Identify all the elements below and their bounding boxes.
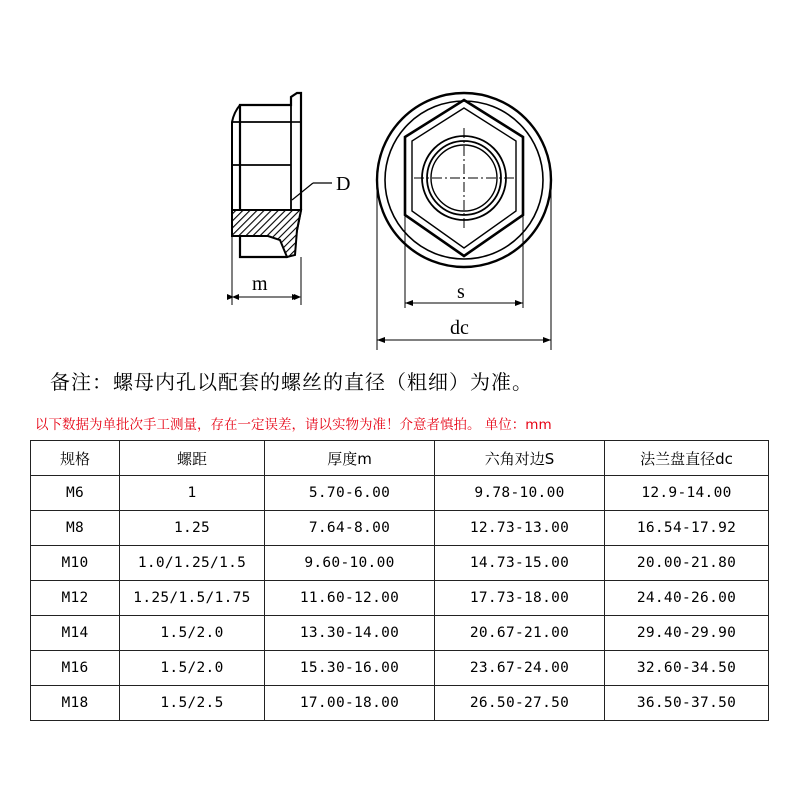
- cell-flange: 16.54-17.92: [605, 511, 769, 546]
- cell-flange: 32.60-34.50: [605, 651, 769, 686]
- cell-thickness: 9.60-10.00: [265, 546, 435, 581]
- table-row: [31, 616, 769, 651]
- label-d: D: [336, 173, 351, 195]
- cell-spec: M18: [31, 686, 120, 721]
- cell-spec: M10: [31, 546, 120, 581]
- cell-thickness: 11.60-12.00: [265, 581, 435, 616]
- cell-hex: 23.67-24.00: [435, 651, 605, 686]
- cell-flange: 24.40-26.00: [605, 581, 769, 616]
- table-row: [31, 511, 769, 546]
- cell-hex: 14.73-15.00: [435, 546, 605, 581]
- front-view: [377, 93, 551, 350]
- table-row: [31, 651, 769, 686]
- cell-thickness: 5.70-6.00: [265, 476, 435, 511]
- cell-flange: 36.50-37.50: [605, 686, 769, 721]
- cell-hex: 17.73-18.00: [435, 581, 605, 616]
- cell-pitch: 1: [120, 476, 265, 511]
- cell-pitch: 1.5/2.0: [120, 616, 265, 651]
- header-hex-across-flats: 六角对边S: [435, 441, 605, 476]
- table-header-row: [31, 441, 769, 476]
- cell-flange: 20.00-21.80: [605, 546, 769, 581]
- header-spec: 规格: [31, 441, 120, 476]
- table-row: [31, 546, 769, 581]
- table-row: [31, 686, 769, 721]
- header-thickness: 厚度m: [265, 441, 435, 476]
- label-dc: dc: [450, 317, 469, 339]
- cell-pitch: 1.25/1.5/1.75: [120, 581, 265, 616]
- cell-hex: 12.73-13.00: [435, 511, 605, 546]
- measurement-disclaimer: 以下数据为单批次手工测量，存在一定误差，请以实物为准！介意者慎拍。 单位：mm: [35, 417, 552, 433]
- cell-thickness: 17.00-18.00: [265, 686, 435, 721]
- header-flange-diameter: 法兰盘直径dc: [605, 441, 769, 476]
- table-row: [31, 581, 769, 616]
- cell-spec: M16: [31, 651, 120, 686]
- header-pitch: 螺距: [120, 441, 265, 476]
- cell-thickness: 7.64-8.00: [265, 511, 435, 546]
- cell-thickness: 13.30-14.00: [265, 616, 435, 651]
- cell-pitch: 1.5/2.0: [120, 651, 265, 686]
- cell-spec: M8: [31, 511, 120, 546]
- flange-nut-technical-drawing: [0, 0, 800, 362]
- spec-table: [30, 440, 769, 721]
- cell-pitch: 1.0/1.25/1.5: [120, 546, 265, 581]
- cell-thickness: 15.30-16.00: [265, 651, 435, 686]
- table-row: [31, 476, 769, 511]
- label-m: m: [252, 273, 268, 295]
- cell-hex: 20.67-21.00: [435, 616, 605, 651]
- cell-pitch: 1.25: [120, 511, 265, 546]
- flange-section-hatch: [232, 210, 301, 257]
- cell-hex: 9.78-10.00: [435, 476, 605, 511]
- cell-spec: M12: [31, 581, 120, 616]
- label-s: s: [457, 281, 465, 303]
- side-view: [232, 93, 350, 305]
- cell-spec: M14: [31, 616, 120, 651]
- cell-flange: 12.9-14.00: [605, 476, 769, 511]
- cell-pitch: 1.5/2.5: [120, 686, 265, 721]
- cell-flange: 29.40-29.90: [605, 616, 769, 651]
- cell-hex: 26.50-27.50: [435, 686, 605, 721]
- remark-note: 备注：螺母内孔以配套的螺丝的直径（粗细）为准。: [50, 370, 533, 394]
- cell-spec: M6: [31, 476, 120, 511]
